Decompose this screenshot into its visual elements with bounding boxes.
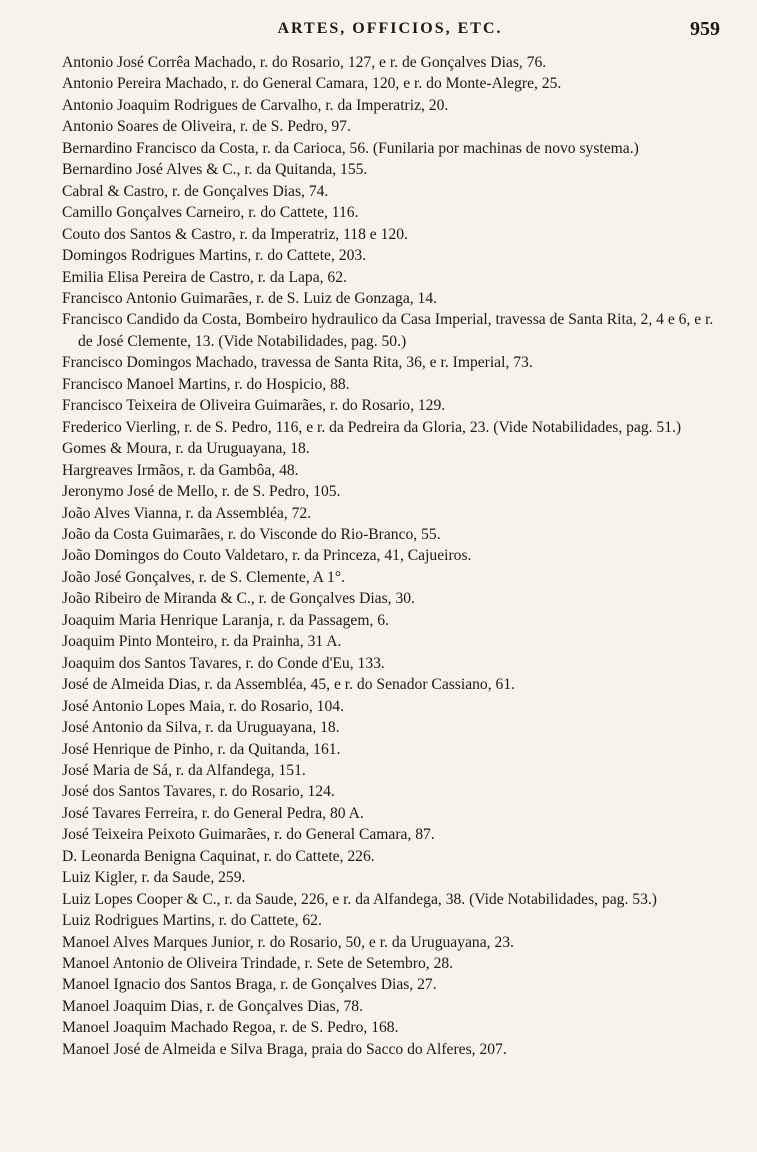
directory-list <box>62 52 717 1060</box>
directory-entry: Emilia Elisa Pereira de Castro, r. da Lapa, 62. <box>62 268 347 286</box>
directory-entry: Hargreaves Irmãos, r. da Gambôa, 48. <box>62 461 299 479</box>
directory-entry: José Maria de Sá, r. da Alfandega, 151. <box>62 761 306 779</box>
directory-entry: José Henrique de Pinho, r. da Quitanda, 161. <box>62 740 341 758</box>
directory-entry: João José Gonçalves, r. de S. Clemente, A 1°. <box>62 568 345 586</box>
directory-entry: José Tavares Ferreira, r. do General Pedra, 80 A. <box>62 804 364 822</box>
directory-entry: João Domingos do Couto Valdetaro, r. da Princeza, 41, Cajueiros. <box>62 547 472 565</box>
directory-entry: José dos Santos Tavares, r. do Rosario, 124. <box>62 783 335 801</box>
directory-entry: Manoel Ignacio dos Santos Braga, r. de Gonçalves Dias, 27. <box>62 976 437 994</box>
directory-entry: Francisco Manoel Martins, r. do Hospicio, 88. <box>62 375 350 393</box>
directory-entry: Gomes & Moura, r. da Uruguayana, 18. <box>62 440 310 458</box>
directory-entry: Frederico Vierling, r. de S. Pedro, 116, e r. da Pedreira da Gloria, 23. (Vide Notabilidades, pag. 51.) <box>62 418 682 436</box>
page-number: 959 <box>690 18 720 40</box>
directory-entry: Antonio Pereira Machado, r. do General Camara, 120, e r. do Monte-Alegre, 25. <box>62 75 562 93</box>
directory-entry: Antonio Joaquim Rodrigues de Carvalho, r. da Imperatriz, 20. <box>62 96 449 114</box>
directory-entry: Francisco Teixeira de Oliveira Guimarães, r. do Rosario, 129. <box>62 397 446 415</box>
directory-entry: Francisco Antonio Guimarães, r. de S. Luiz de Gonzaga, 14. <box>62 289 438 307</box>
directory-entry: D. Leonarda Benigna Caquinat, r. do Cattete, 226. <box>62 847 375 865</box>
directory-entry: João Alves Vianna, r. da Assembléa, 72. <box>62 504 312 522</box>
directory-entry: José Teixeira Peixoto Guimarães, r. do General Camara, 87. <box>62 826 435 844</box>
directory-entry: João Ribeiro de Miranda & C., r. de Gonçalves Dias, 30. <box>62 590 415 608</box>
directory-entry: Francisco Domingos Machado, travessa de Santa Rita, 36, e r. Imperial, 73. <box>62 354 533 372</box>
directory-entry: Manoel Alves Marques Junior, r. do Rosario, 50, e r. da Uruguayana, 23. <box>62 933 514 951</box>
directory-entry: Domingos Rodrigues Martins, r. do Cattete, 203. <box>62 247 367 265</box>
directory-entry: Manoel Joaquim Machado Regoa, r. de S. Pedro, 168. <box>62 1019 399 1037</box>
directory-entry: Luiz Rodrigues Martins, r. do Cattete, 62. <box>62 912 322 930</box>
directory-entry: Manoel José de Almeida e Silva Braga, praia do Sacco do Alferes, 207. <box>62 1040 507 1058</box>
directory-entry: Francisco Candido da Costa, Bombeiro hydraulico da Casa Imperial, travessa de Santa Rita, 2, 4 e 6, e r. de José Clemente, 13. (Vide Notabilidades, pag. 50.) <box>62 311 714 350</box>
directory-entry: José Antonio da Silva, r. da Uruguayana, 18. <box>62 719 340 737</box>
directory-entry: Jeronymo José de Mello, r. de S. Pedro, 105. <box>62 483 341 501</box>
directory-entry: Couto dos Santos & Castro, r. da Imperatriz, 118 e 120. <box>62 225 408 243</box>
directory-entry: Antonio Soares de Oliveira, r. de S. Pedro, 97. <box>62 118 351 136</box>
directory-entry: Cabral & Castro, r. de Gonçalves Dias, 74. <box>62 182 329 200</box>
directory-entry: Joaquim Maria Henrique Laranja, r. da Passagem, 6. <box>62 611 389 629</box>
directory-entry: Camillo Gonçalves Carneiro, r. do Cattete, 116. <box>62 204 359 222</box>
directory-entry: Antonio José Corrêa Machado, r. do Rosario, 127, e r. de Gonçalves Dias, 76. <box>62 54 547 71</box>
directory-entry: José Antonio Lopes Maia, r. do Rosario, 104. <box>62 697 344 715</box>
running-title: ARTES, OFFICIOS, ETC. <box>277 20 503 37</box>
directory-entry: Manoel Joaquim Dias, r. de Gonçalves Dias, 78. <box>62 997 363 1015</box>
directory-entry: Joaquim Pinto Monteiro, r. da Prainha, 31 A. <box>62 633 342 651</box>
directory-entry: José de Almeida Dias, r. da Assembléa, 45, e r. do Senador Cassiano, 61. <box>62 676 516 694</box>
directory-entry: Bernardino José Alves & C., r. da Quitanda, 155. <box>62 161 368 179</box>
directory-entry: Manoel Antonio de Oliveira Trindade, r. Sete de Setembro, 28. <box>62 955 454 973</box>
directory-entry: Luiz Kigler, r. da Saude, 259. <box>62 869 246 887</box>
directory-entry: Bernardino Francisco da Costa, r. da Carioca, 56. (Funilaria por machinas de novo systema.) <box>62 139 639 157</box>
directory-entry: João da Costa Guimarães, r. do Visconde do Rio-Branco, 55. <box>62 525 441 543</box>
directory-entry: Joaquim dos Santos Tavares, r. do Conde d'Eu, 133. <box>62 654 385 672</box>
directory-entry: Luiz Lopes Cooper & C., r. da Saude, 226, e r. da Alfandega, 38. (Vide Notabilidades, pag. 53.) <box>62 890 657 908</box>
page-header <box>60 20 720 48</box>
